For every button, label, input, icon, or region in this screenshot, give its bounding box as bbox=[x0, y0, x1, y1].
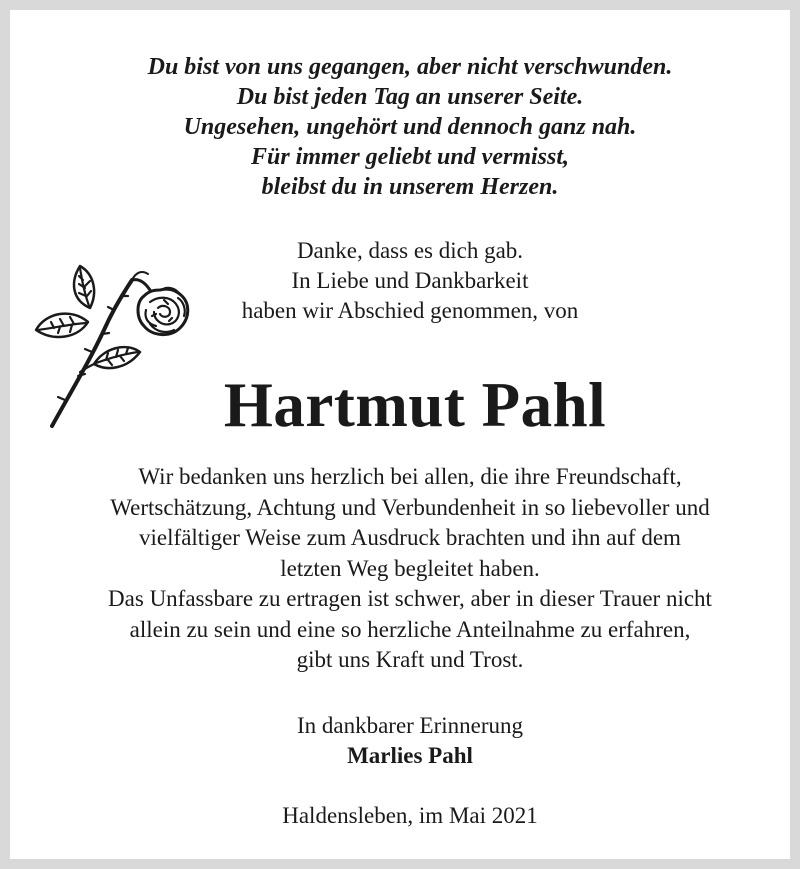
intro-line: haben wir Abschied genommen, von bbox=[241, 298, 579, 323]
message-line: gibt uns Kraft und Trost. bbox=[296, 647, 524, 672]
closing-text: In dankbarer Erinnerung bbox=[296, 713, 524, 738]
closing bbox=[10, 711, 800, 771]
signer-name: Marlies Pahl bbox=[347, 743, 473, 768]
message-line: letzten Weg begleitet haben. bbox=[280, 555, 540, 581]
intro-line: Danke, dass es dich gab. bbox=[296, 238, 524, 263]
place-date: Haldensleben, im Mai 2021 bbox=[282, 803, 538, 828]
deceased-name: Hartmut Pahl bbox=[223, 370, 607, 440]
thank-you-message bbox=[10, 462, 800, 676]
poem-line: Ungesehen, ungehört und dennoch ganz nah. bbox=[183, 114, 637, 140]
message-line: Wertschätzung, Achtung und Verbundenheit in so liebevoller und bbox=[110, 494, 710, 520]
poem-line: Du bist jeden Tag an unserer Seite. bbox=[236, 84, 584, 110]
poem bbox=[10, 52, 800, 202]
intro-line: In Liebe und Dankbarkeit bbox=[291, 268, 529, 293]
poem-line: bleibst du in unserem Herzen. bbox=[261, 174, 559, 200]
intro bbox=[10, 236, 800, 326]
message-line: Wir bedanken uns herzlich bei allen, die ihre Freundschaft, bbox=[138, 464, 682, 489]
message-line: allein zu sein und eine so herzliche Anteilnahme zu erfahren, bbox=[129, 616, 691, 642]
message-line: Das Unfassbare zu ertragen ist schwer, aber in dieser Trauer nicht bbox=[108, 586, 712, 611]
message-line: vielfältiger Weise zum Ausdruck brachten und ihn auf dem bbox=[139, 525, 681, 550]
poem-line: Für immer geliebt und vermisst, bbox=[250, 144, 570, 170]
poem-line: Du bist von uns gegangen, aber nicht verschwunden. bbox=[147, 54, 673, 80]
